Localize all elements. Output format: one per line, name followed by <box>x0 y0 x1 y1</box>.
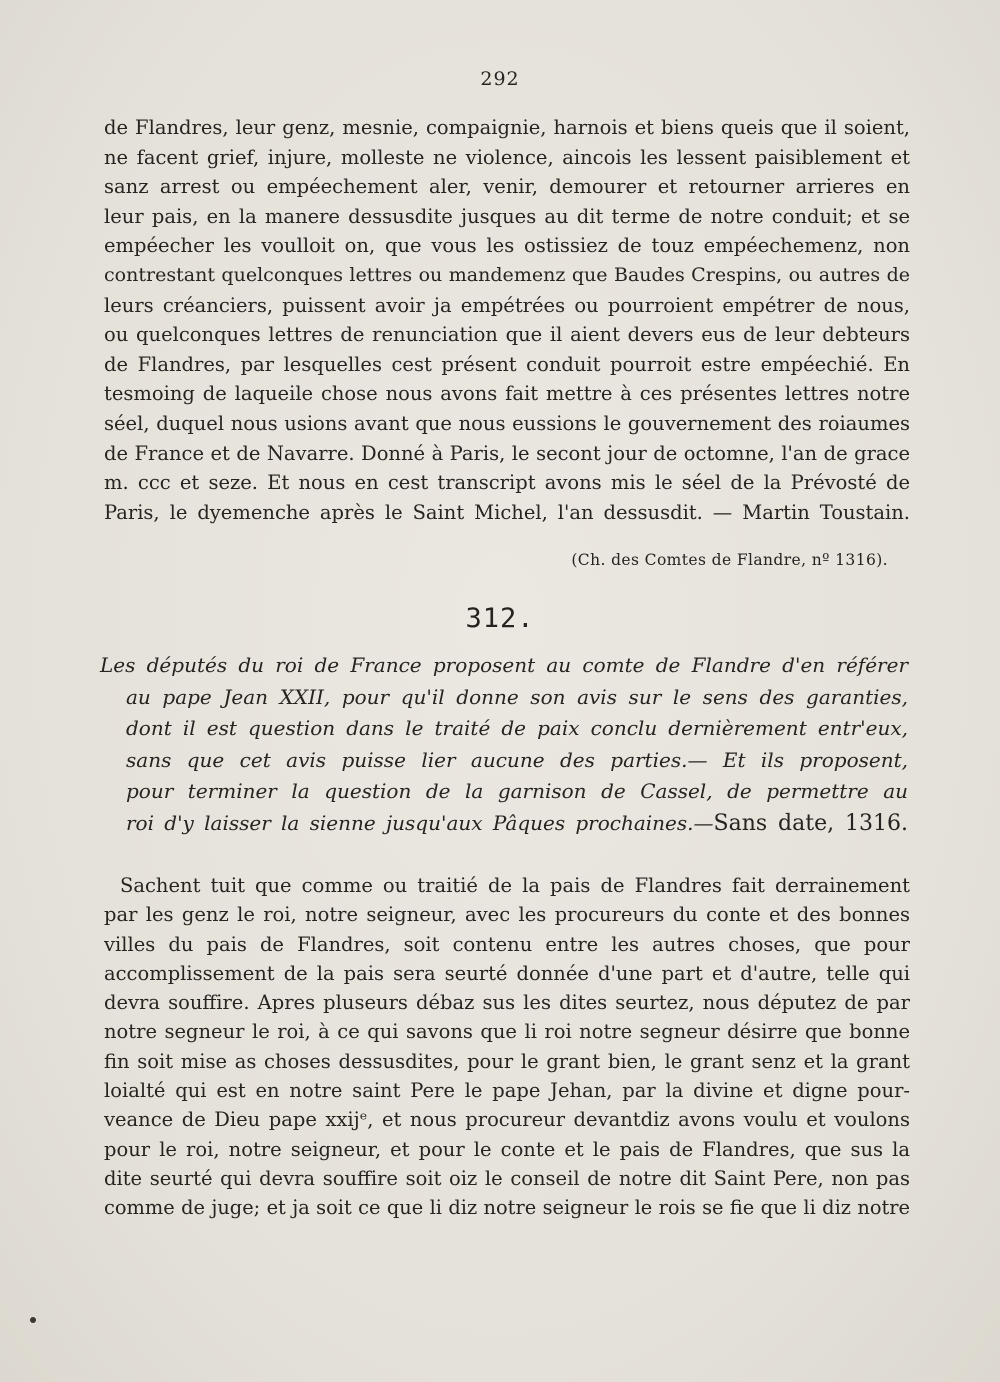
document-number: 312. <box>465 603 535 634</box>
text-line: séel, duquel nous usions avant que nous eussions le gouvernement des roiaumes <box>104 411 910 435</box>
continuation-paragraph <box>104 113 910 527</box>
source-citation: (Ch. des Comtes de Flandre, nº 1316). <box>571 551 888 569</box>
text-line: leurs créanciers, puissent avoir ja empétrées ou pourroient empétrer de nous, <box>104 293 910 317</box>
text-line: empéecher les voulloit on, que vous les ostissiez de touz empéechemenz, non <box>104 234 910 258</box>
summary-line: pour terminer la question de la garnison de Cassel, de permettre au <box>126 779 908 803</box>
text-line: devra souffire. Apres pluseurs débaz sus les dites seurtez, nous députez de par <box>104 991 910 1015</box>
text-line: comme de juge; et ja soit ce que li diz notre seigneur le rois se fie que li diz notre <box>104 1196 910 1220</box>
summary-line: sans que cet avis puisse lier aucune des parties.— Et ils proposent, <box>126 747 908 772</box>
text-line: Paris, le dyemenche après le Saint Michel, l'an dessusdit. — Martin Toustain. <box>104 500 910 524</box>
summary-line: Les députés du roi de France proposent au comte de Flandre d'en référer <box>100 653 908 677</box>
text-line: pour le roi, notre seigneur, et pour le conte et le pais de Flandres, que sus la <box>104 1137 910 1161</box>
text-line: contrestant quelconques lettres ou mandemenz que Baudes Crespins, ou autres de <box>104 263 910 286</box>
text-line: fin soit mise as choses dessusdites, pour le grant bien, le grant senz et la grant <box>104 1049 910 1073</box>
text-line: veance de Dieu pape xxijᵉ, et nous procureur devantdiz avons voulu et voulons <box>104 1108 910 1132</box>
summary-line: au pape Jean XXII, pour qu'il donne son avis sur le sens des garanties, <box>126 684 908 709</box>
text-line: par les genz le roi, notre seigneur, avec les procureurs du conte et des bonnes <box>104 903 910 927</box>
text-line: notre segneur le roi, à ce qui savons que li roi notre segneur désirre que bonne <box>104 1020 910 1044</box>
document-summary <box>100 650 908 839</box>
text-line: dite seurté qui devra souffire soit oiz le conseil de notre dit Saint Pere, non pas <box>104 1166 910 1190</box>
text-line: tesmoing de laqueile chose nous avons fait mettre à ces présentes lettres notre <box>104 382 910 406</box>
page-number: 292 <box>480 68 520 90</box>
text-line: Sachent tuit que comme ou traitié de la pais de Flandres fait derrainement <box>120 874 910 897</box>
text-line: leur pais, en la manere dessusdite jusques au dit terme de notre conduit; et se <box>104 204 910 228</box>
text-line: ne facent grief, injure, molleste ne violence, aincois les lessent paisiblement et <box>104 145 910 169</box>
ink-speck <box>30 1317 36 1323</box>
text-line: de France et de Navarre. Donné à Paris, le secont jour de octomne, l'an de grace <box>104 441 910 465</box>
text-line: villes du pais de Flandres, soit contenu entre les autres choses, que pour <box>104 932 910 956</box>
text-line: loialté qui est en notre saint Pere le pape Jehan, par la divine et digne pour- <box>104 1079 910 1103</box>
text-line: ou quelconques lettres de renunciation que il aient devers eus de leur debteurs <box>104 323 910 347</box>
summary-date: Sans date, 1316. <box>713 810 908 836</box>
text-line: de Flandres, leur genz, mesnie, compaignie, harnois et biens queis que il soient, <box>104 116 910 139</box>
text-line: accomplissement de la pais sera seurté donnée d'une part et d'autre, telle qui <box>104 961 910 985</box>
summary-line-last <box>100 808 908 840</box>
summary-line-text: roi d'y laisser la sienne jusqu'aux Pâques prochaines.— <box>126 810 714 835</box>
charter-text <box>104 871 910 1223</box>
text-line: sanz arrest ou empéechement aler, venir, demourer et retourner arrieres en <box>104 175 910 199</box>
text-line: de Flandres, par lesquelles cest présent conduit pourroit estre empéechié. En <box>104 352 910 376</box>
summary-line: dont il est question dans le traité de paix conclu dernièrement entr'eux, <box>126 716 908 740</box>
text-line: m. ccc et seze. Et nous en cest transcript avons mis le séel de la Prévosté de <box>104 471 910 495</box>
